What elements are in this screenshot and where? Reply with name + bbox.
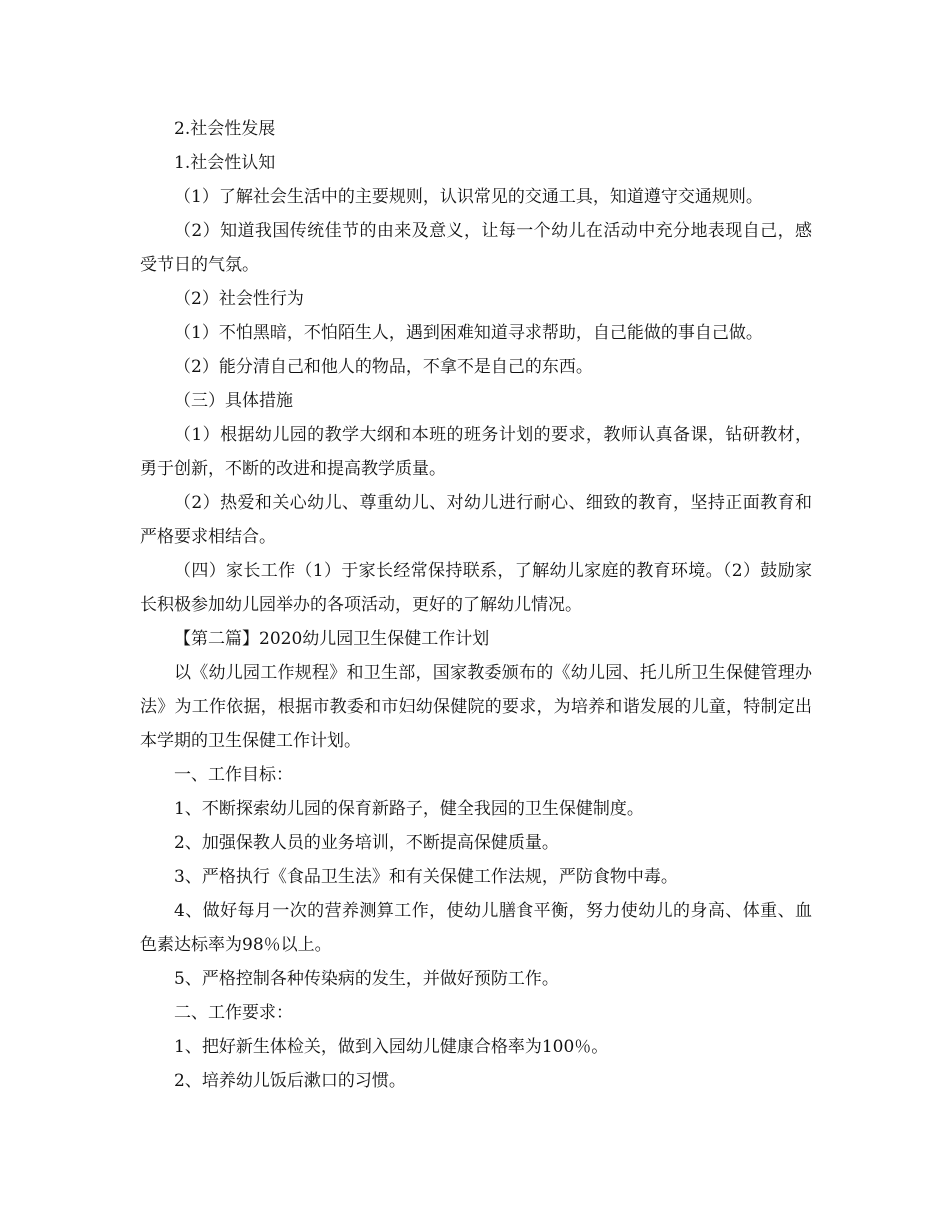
document-body — [140, 112, 812, 1098]
paragraph-11: （四）家长工作（1）于家长经常保持联系，了解幼儿家庭的教育环境。（2）鼓励家长积极参加幼儿园举办的各项活动，更好的了解幼儿情况。 — [140, 561, 812, 615]
paragraph-7: （2）能分清自己和他人的物品，不拿不是自己的东西。 — [174, 357, 593, 377]
paragraph-22: 2、培养幼儿饭后漱口的习惯。 — [174, 1071, 406, 1091]
section-heading-measures: （三）具体措施 — [174, 391, 293, 411]
section-heading-goals: 一、工作目标： — [174, 765, 293, 785]
paragraph-4: （2）知道我国传统佳节的由来及意义，让每一个幼儿在活动中充分地表现自己，感受节日的气氛。 — [140, 221, 812, 275]
part-two-title: 【第二篇】2020幼儿园卫生保健工作计划 — [174, 629, 490, 649]
paragraph-15: 1、不断探索幼儿园的保育新路子，健全我园的卫生保健制度。 — [174, 799, 644, 819]
paragraph-18: 4、做好每月一次的营养测算工作，使幼儿膳食平衡，努力使幼儿的身高、体重、血色素达标率为98％以上。 — [140, 901, 812, 955]
paragraph-13: 以《幼儿园工作规程》和卫生部，国家教委颁布的《幼儿园、托儿所卫生保健管理办法》为工作依据，根据市教委和市妇幼保健院的要求，为培养和谐发展的儿童，特制定出本学期的卫生保健工作计划。 — [140, 663, 812, 751]
paragraph-16: 2、加强保教人员的业务培训，不断提高保健质量。 — [174, 833, 559, 853]
paragraph-17: 3、严格执行《食品卫生法》和有关保健工作法规，严防食物中毒。 — [174, 867, 678, 887]
paragraph-5: （2）社会性行为 — [174, 289, 304, 309]
paragraph-1: 2.社会性发展 — [174, 119, 276, 139]
section-heading-requirements: 二、工作要求： — [174, 1003, 293, 1023]
paragraph-2: 1.社会性认知 — [174, 153, 276, 173]
paragraph-21: 1、把好新生体检关，做到入园幼儿健康合格率为100％。 — [174, 1037, 609, 1057]
paragraph-3: （1）了解社会生活中的主要规则，认识常见的交通工具，知道遵守交通规则。 — [174, 187, 763, 207]
paragraph-9: （1）根据幼儿园的教学大纲和本班的班务计划的要求，教师认真备课，钻研教材，勇于创新，不断的改进和提高教学质量。 — [140, 425, 812, 479]
paragraph-6: （1）不怕黑暗，不怕陌生人，遇到困难知道寻求帮助，自己能做的事自己做。 — [174, 323, 763, 343]
paragraph-19: 5、严格控制各种传染病的发生，并做好预防工作。 — [174, 969, 559, 989]
paragraph-10: （2）热爱和关心幼儿、尊重幼儿、对幼儿进行耐心、细致的教育，坚持正面教育和严格要求相结合。 — [140, 493, 812, 547]
